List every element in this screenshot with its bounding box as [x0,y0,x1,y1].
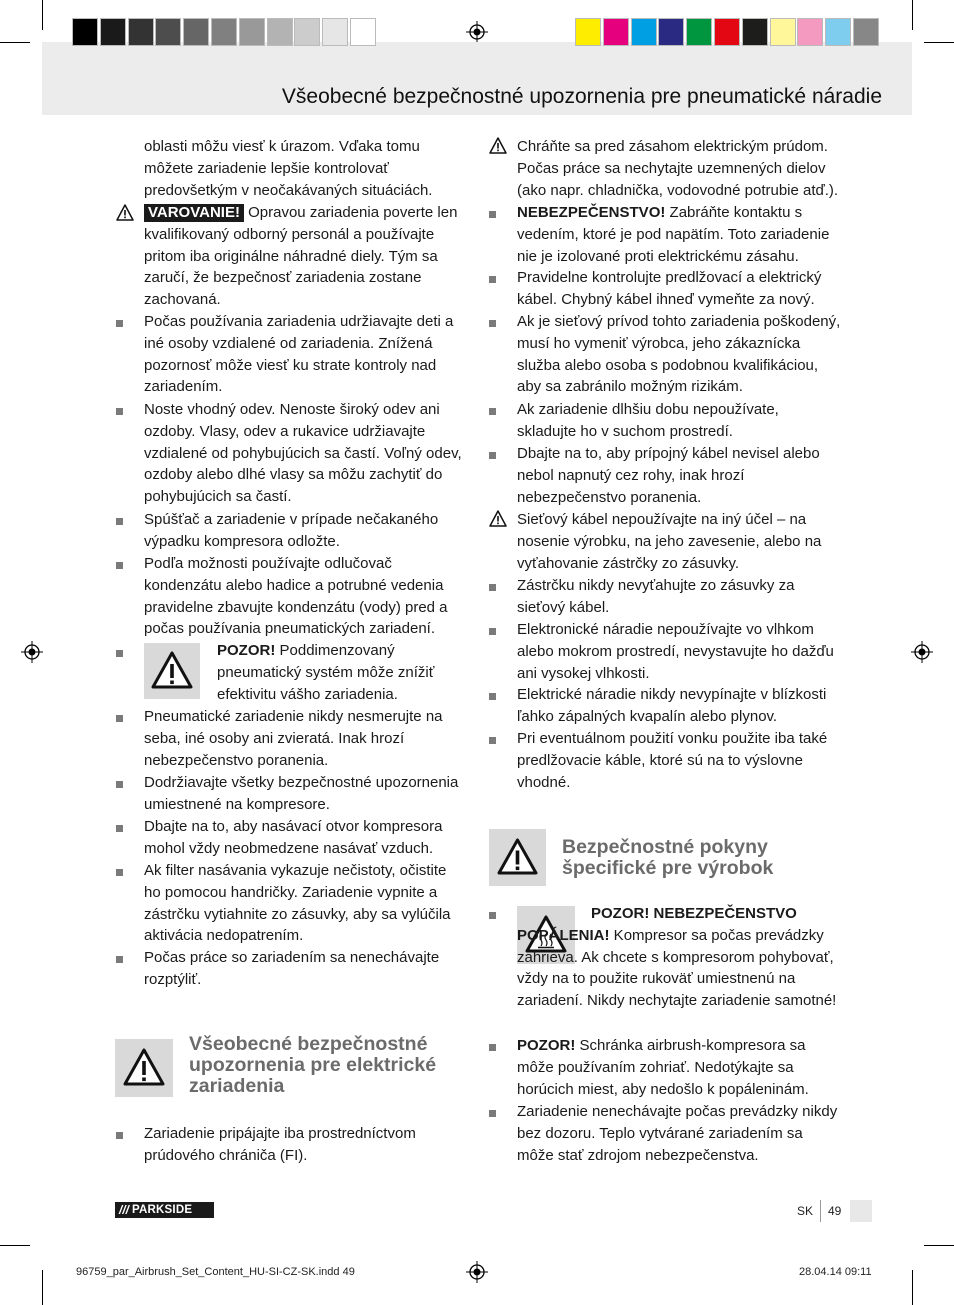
crop-mark [924,1245,954,1246]
section-heading: Bezpečnostné pokyny špecifické pre výrobok [562,836,774,879]
list-item: Pneumatické zariadenie nikdy nesmerujte na seba, iné osoby ani zvieratá. Inak hrozí nebezpečenstvo poranenia. [144,708,443,769]
list-item: Dbajte na to, aby nasávací otvor kompresora mohol vždy neobmedzene nasávať vzduch. [144,818,443,857]
list-item [517,202,842,267]
bullet-icon [116,518,123,525]
bullet-icon [489,276,496,283]
section-heading: Všeobecné bezpečnostné upozornenia pre elektrické zariadenia [189,1033,437,1097]
warning-icon-box [144,643,200,699]
list-item: Ak zariadenie dlhšiu dobu nepoužívate, skladujte ho v suchom prostredí. [517,401,779,440]
file-name: 96759_par_Airbrush_Set_Content_HU-SI-CZ-SK.indd 49 [76,1266,355,1278]
crop-mark [0,42,30,43]
danger-label: NEBEZPEČENSTVO! [517,204,666,221]
bullet-icon [116,408,123,415]
bullet-icon [116,869,123,876]
warning-text: Opravou zariadenia poverte len kvalifikovaný odborný personál a používajte pritom iba originálne náhradné diely. Tým sa zaručí, že bezpečnosť zariadenia zostane zachovaná. [144,204,458,309]
warning-paragraph: Sieťový kábel nepoužívajte na iný účel – na nosenie výrobku, na jeho zavesenie, alebo na vyťahovanie zástrčky zo zásuvky. [517,511,822,572]
warning-triangle-icon [116,204,134,221]
warning-icon-box [115,1039,173,1097]
list-item: Spúšťač a zariadenie v prípade nečakaného výpadku kompresora odložte. [144,511,439,550]
page-number-divider [820,1200,821,1222]
caution-label: POZOR! [517,1037,576,1054]
bullet-icon [489,693,496,700]
crop-mark [42,0,43,30]
color-swatch [658,18,684,46]
color-swatch [686,18,712,46]
list-item: Elektronické náradie nepoužívajte vo vlhkom alebo mokrom prostredí, nevystavujte ho dažďu ani vysokej vlhkosti. [517,621,834,682]
brand-name: PARKSIDE [132,1204,193,1216]
bullet-icon [489,628,496,635]
bullet-icon [489,737,496,744]
list-item: Zariadenie pripájajte iba prostredníctvom prúdového chrániča (FI). [144,1125,416,1164]
bullet-icon [489,1110,496,1117]
burn-danger-label: POZOR! NEBEZPEČENSTVO POPÁLENIA! [517,905,797,944]
parkside-logo [115,1202,214,1218]
color-swatch [294,18,320,46]
list-item: Počas práce so zariadením sa nenechávajte rozptýliť. [144,949,440,988]
bullet-icon [116,825,123,832]
bullet-icon [489,912,496,919]
page-number-box [850,1200,872,1222]
list-item: Dbajte na to, aby prípojný kábel nevisel alebo nebol napnutý cez rohy, inak hrozí nebezpečenstvo poranenia. [517,445,820,506]
bullet-icon [489,320,496,327]
color-swatch [100,18,126,46]
crop-mark [924,42,954,43]
color-swatch [714,18,740,46]
color-swatch [72,18,98,46]
warning-triangle-icon [489,829,546,886]
bullet-icon [116,650,123,657]
list-item: Zariadenie nenechávajte počas prevádzky nikdy bez dozoru. Teplo vytvárané zariadením sa môže stať zdrojom nebezpečenstva. [517,1103,838,1164]
crop-mark [912,0,913,30]
bullet-icon [489,584,496,591]
warning-paragraph: Chráňte sa pred zásahom elektrickým prúdom. Počas práce sa nechytajte uzemnených dielov (ako napr. chladnička, vodovodné potrubie atď.). [517,138,839,199]
list-item [217,640,467,705]
warning-triangle-icon [489,510,507,527]
list-item: Počas používania zariadenia udržiavajte deti a iné osoby vzdialené od zariadenia. Znížená pozornosť môže viesť ku strate kontroly nad zariadením. [144,313,454,396]
color-swatch [322,18,348,46]
warning-icon-box [489,829,546,886]
crop-mark [912,1270,913,1305]
bullet-icon [116,562,123,569]
bullet-icon [116,320,123,327]
color-swatch [825,18,851,46]
list-item: Podľa možnosti používajte odlučovač kondenzátu alebo hadice a potrubné vedenia pravidelne zbavujte kondenzátu (vody) pred a počas používania pneumatických zariadení. [144,555,448,638]
color-swatch [267,18,293,46]
bullet-icon [489,1044,496,1051]
registration-mark-icon [466,21,488,43]
color-swatch [631,18,657,46]
warning-label: VAROVANIE! [144,204,244,222]
color-swatch [575,18,601,46]
list-item [517,903,842,1012]
logo-stripes-icon: /// [119,1203,130,1217]
color-swatch [211,18,237,46]
list-item: Pravidelne kontrolujte predlžovací a elektrický kábel. Chybný kábel ihneď vymeňte za nový. [517,269,822,308]
list-item [517,1035,842,1100]
warning-paragraph [144,202,466,311]
color-swatch [770,18,796,46]
bullet-icon [489,408,496,415]
bullet-icon [116,715,123,722]
color-swatch [155,18,181,46]
page-number: 49 [828,1204,842,1218]
color-swatch [350,18,376,46]
bullet-icon [116,956,123,963]
list-item: Zástrčku nikdy nevyťahujte zo zásuvky za sieťový kábel. [517,577,795,616]
caution-label: POZOR! [217,642,276,659]
page-title: Všeobecné bezpečnostné upozornenia pre pneumatické náradie [281,85,882,108]
crop-mark [0,1245,30,1246]
bullet-icon [116,1132,123,1139]
color-swatch [239,18,265,46]
burn-danger-text: Kompresor sa počas prevádzky zahrieva. Ak chcete s kompresorom pohybovať, vždy na to použite rukoväť umiestnenú na zariadení. Nikdy nechytajte zariadenie samotné! [517,926,837,1010]
caution-text: Schránka airbrush-kompresora sa môže používaním zohriať. Nedotýkajte sa horúcich miest, aby nedošlo k popáleninám. [517,1037,809,1098]
list-item: Ak je sieťový prívod tohto zariadenia poškodený, musí ho vymeniť výrobca, jeho zákaznícka služba alebo osoba s podobnou kvalifikáciou, aby sa zabránilo možným rizikám. [517,313,841,396]
language-code: SK [797,1204,814,1218]
list-item: Pri eventuálnom použití vonku použite iba také predlžovacie káble, ktoré sú na to výslovne vhodné. [517,730,828,791]
color-swatch [183,18,209,46]
warning-triangle-icon [115,1039,173,1097]
color-swatch [603,18,629,46]
list-item: Dodržiavajte všetky bezpečnostné upozornenia umiestnené na kompresore. [144,774,459,813]
registration-mark-icon [911,641,933,663]
warning-triangle-icon [144,643,200,699]
list-item: Noste vhodný odev. Nenoste široký odev ani ozdoby. Vlasy, odev a rukavice udržiavajte vzdialené od pohybujúcich sa častí. Voľný odev, ozdoby alebo dlhé vlasy sa môžu zachytiť do pohybujúcich sa častí. [144,401,462,506]
bullet-icon [489,452,496,459]
list-item: Elektrické náradie nikdy nevypínajte v blízkosti ľahko zápalných kvapalín alebo plynov. [517,686,827,725]
paragraph: oblasti môžu viesť k úrazom. Vďaka tomu môžete zariadenie lepšie kontrolovať predovšetkým v neočakávaných situáciách. [144,138,433,199]
warning-triangle-icon [489,137,507,154]
color-swatch [128,18,154,46]
bullet-icon [116,781,123,788]
list-item: Ak filter nasávania vykazuje nečistoty, očistite ho pomocou handričky. Zariadenie vypnite a zástrčku vytiahnite zo zásuvky, aby sa vylúčila aktivácia nedopatrením. [144,862,451,945]
color-swatch [797,18,823,46]
color-swatch [742,18,768,46]
caution-text: Poddimenzovaný pneumatický systém môže znížiť efektivitu vášho zariadenia. [217,642,435,703]
print-date: 28.04.14 09:11 [799,1266,872,1278]
bullet-icon [489,211,496,218]
registration-mark-icon [466,1261,488,1283]
danger-text: Zabráňte kontaktu s vedením, ktoré je pod napätím. Toto zariadenie nie je izolované proti elektrickému zásahu. [517,204,830,265]
crop-mark [42,1270,43,1305]
color-swatch [853,18,879,46]
registration-mark-icon [21,641,43,663]
